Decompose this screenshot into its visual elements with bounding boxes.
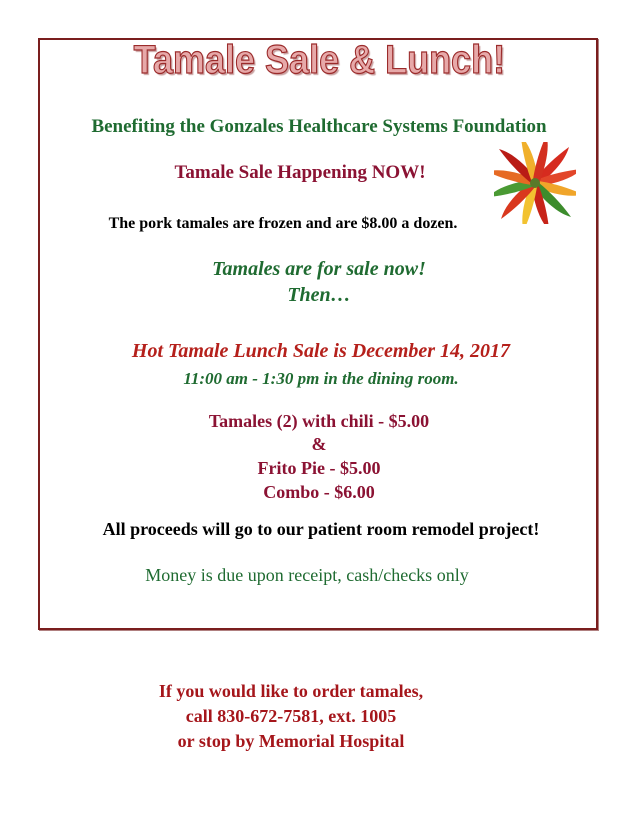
then-text: Then… <box>287 284 351 306</box>
lunch-time-text: 11:00 am - 1:30 pm in the dining room. <box>183 369 459 388</box>
menu-item-frito-pie: Frito Pie - $5.00 <box>257 458 381 478</box>
flyer-title: Tamale Sale & Lunch! <box>133 38 505 82</box>
menu-ampersand: & <box>311 434 327 454</box>
beneficiary-text: Benefiting the Gonzales Healthcare Systems Foundation <box>91 116 547 137</box>
for-sale-now-text: Tamales are for sale now! <box>212 258 426 280</box>
order-line-1: If you would like to order tamales, <box>158 681 424 701</box>
order-line-3: or stop by Memorial Hospital <box>177 731 405 751</box>
lunch-sale-heading: Hot Tamale Lunch Sale is December 14, 2017 <box>131 340 511 362</box>
payment-text: Money is due upon receipt, cash/checks only <box>145 565 469 585</box>
pork-price-text: The pork tamales are frozen and are $8.00 a dozen. <box>108 215 458 232</box>
chili-peppers-icon <box>494 142 576 224</box>
menu-item-tamales: Tamales (2) with chili - $5.00 <box>208 411 430 431</box>
sale-now-heading: Tamale Sale Happening NOW! <box>174 162 426 183</box>
proceeds-text: All proceeds will go to our patient room remodel project! <box>102 519 540 539</box>
menu-item-combo: Combo - $6.00 <box>263 482 375 502</box>
title-wrap <box>0 38 638 83</box>
order-line-2: call 830-672-7581, ext. 1005 <box>185 706 397 726</box>
